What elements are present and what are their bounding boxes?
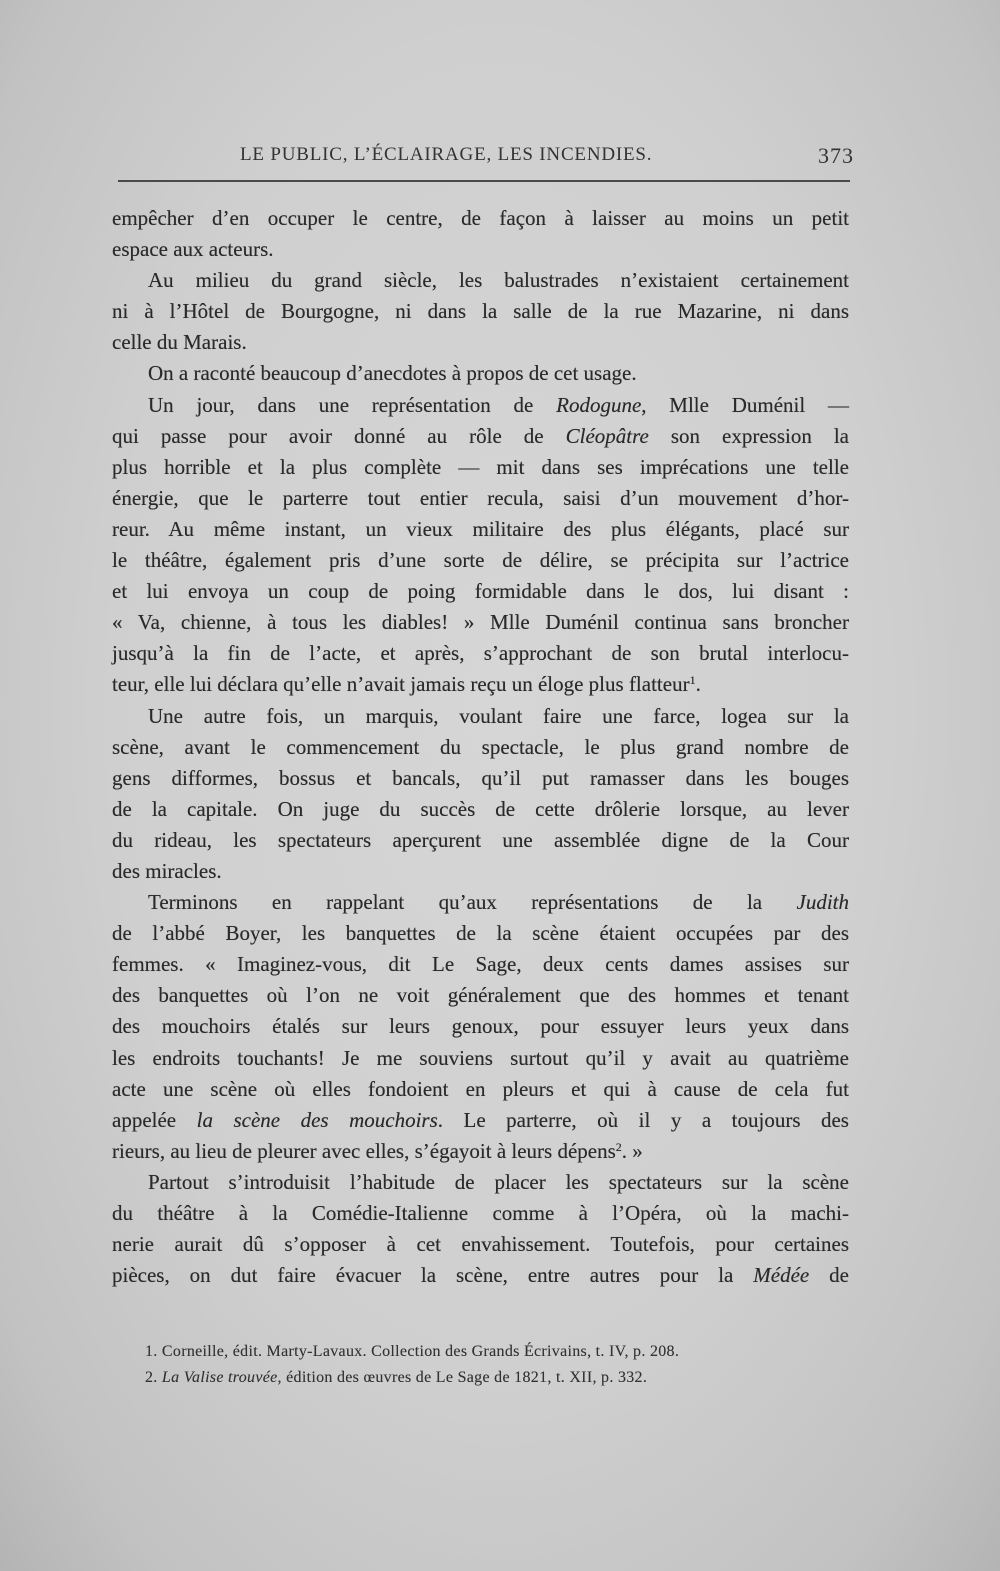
text-run: énergie, que le parterre tout entier recula, saisi d’un mouvement d’hor- bbox=[112, 485, 849, 510]
text-line bbox=[112, 887, 849, 918]
text-run: . » bbox=[621, 1138, 643, 1163]
text-run: Au milieu du grand siècle, les balustrades n’existaient certainement bbox=[148, 268, 849, 293]
text-run: gens difformes, bossus et bancals, qu’il put ramasser dans les bouges bbox=[112, 765, 849, 790]
text-line bbox=[112, 483, 849, 514]
text-line bbox=[112, 980, 849, 1011]
text-run: du rideau, les spectateurs aperçurent une assemblée digne de la Cour bbox=[112, 827, 849, 852]
text-line bbox=[112, 763, 849, 794]
text-run: scène, avant le commencement du spectacle, le plus grand nombre de bbox=[112, 734, 849, 759]
text-run: son expression la bbox=[648, 423, 849, 448]
text-run: de bbox=[809, 1263, 849, 1288]
text-line bbox=[112, 296, 849, 327]
paragraph bbox=[112, 701, 849, 888]
paragraph bbox=[112, 390, 849, 701]
text-run: appelée bbox=[112, 1107, 197, 1132]
text-run: On a raconté beaucoup d’anecdotes à propos de cet usage. bbox=[148, 361, 637, 386]
footnote-number: 1. bbox=[145, 1343, 158, 1360]
text-run: espace aux acteurs. bbox=[112, 237, 274, 262]
footnote-text: , édition des œuvres de Le Sage de 1821, t. XII, p. 332. bbox=[277, 1369, 648, 1386]
text-line bbox=[112, 856, 849, 887]
text-line bbox=[112, 265, 849, 296]
text-run: de l’abbé Boyer, les banquettes de la scène étaient occupées par des bbox=[112, 921, 849, 946]
text-line bbox=[112, 576, 849, 607]
page-number: 373 bbox=[818, 143, 854, 168]
footnote-1 bbox=[145, 1341, 679, 1363]
text-line bbox=[112, 669, 849, 700]
text-run: jusqu’à la fin de l’acte, et après, s’approchant de son brutal interlocu- bbox=[112, 641, 849, 666]
text-line bbox=[112, 701, 849, 732]
text-run: et lui envoya un coup de poing formidable dans le dos, lui disant : bbox=[112, 579, 849, 604]
text-run: teur, elle lui déclara qu’elle n’avait jamais reçu un éloge plus flatteur bbox=[112, 672, 690, 697]
text-run: , Mlle Duménil — bbox=[641, 392, 850, 417]
text-line bbox=[112, 1136, 849, 1167]
text-run: « Va, chienne, à tous les diables! » Mlle Duménil continua sans broncher bbox=[112, 610, 849, 635]
footnote-2 bbox=[145, 1367, 647, 1389]
text-line bbox=[112, 1011, 849, 1042]
text-run: rieurs, au lieu de pleurer avec elles, s’égayoit à leurs dépens bbox=[112, 1138, 616, 1163]
body-text bbox=[112, 203, 849, 1291]
text-line bbox=[112, 514, 849, 545]
text-line bbox=[112, 1229, 849, 1260]
text-run: ni à l’Hôtel de Bourgogne, ni dans la salle de la rue Mazarine, ni dans bbox=[112, 299, 849, 324]
text-run: plus horrible et la plus complète — mit dans ses imprécations une telle bbox=[112, 454, 849, 479]
text-run: femmes. « Imaginez-vous, dit Le Sage, deux cents dames assises sur bbox=[112, 952, 849, 977]
text-run: nerie aurait dû s’opposer à cet envahissement. Toutefois, pour certaines bbox=[112, 1232, 849, 1257]
text-line bbox=[112, 607, 849, 638]
italic-text: la scène des mouchoirs bbox=[196, 1107, 438, 1132]
footnote-number: 2. bbox=[145, 1369, 158, 1386]
text-run: acte une scène où elles fondoient en pleurs et qui à cause de cela fut bbox=[112, 1076, 849, 1101]
text-run: Une autre fois, un marquis, voulant faire une farce, logea sur la bbox=[148, 703, 849, 728]
text-line bbox=[112, 1105, 849, 1136]
text-run: . Le parterre, où il y a toujours des bbox=[437, 1107, 849, 1132]
text-line bbox=[112, 1198, 849, 1229]
text-line bbox=[112, 234, 849, 265]
footnote-title: La Valise trouvée bbox=[161, 1369, 278, 1386]
italic-text: Médée bbox=[753, 1263, 810, 1288]
running-title: LE PUBLIC, L’ÉCLAIRAGE, LES INCENDIES. bbox=[240, 144, 653, 165]
text-run: pièces, on dut faire évacuer la scène, entre autres pour la bbox=[112, 1263, 754, 1288]
text-line bbox=[112, 358, 849, 389]
text-line bbox=[112, 1260, 849, 1291]
footnote-text: Corneille, édit. Marty-Lavaux. Collection des Grands Écrivains, t. IV, p. 208. bbox=[161, 1343, 680, 1360]
text-run: celle du Marais. bbox=[112, 330, 247, 355]
paragraph bbox=[112, 887, 849, 1167]
text-run: les endroits touchants! Je me souviens surtout qu’il y avait au quatrième bbox=[112, 1045, 849, 1070]
text-line bbox=[112, 452, 849, 483]
text-run: des banquettes où l’on ne voit généralement que des hommes et tenant bbox=[112, 983, 849, 1008]
text-line bbox=[112, 638, 849, 669]
paragraph bbox=[112, 265, 849, 358]
text-run: qui passe pour avoir donné au rôle de bbox=[112, 423, 566, 448]
text-line bbox=[112, 1167, 849, 1198]
text-run: du théâtre à la Comédie-Italienne comme à l’Opéra, où la machi- bbox=[112, 1201, 849, 1225]
italic-text: Judith bbox=[796, 890, 849, 915]
text-line bbox=[112, 732, 849, 763]
footnote-reference: 1 bbox=[689, 673, 696, 688]
text-run: . bbox=[695, 672, 701, 697]
text-run: Partout s’introduisit l’habitude de placer les spectateurs sur la scène bbox=[148, 1169, 849, 1194]
footnote-reference: 2 bbox=[615, 1139, 622, 1154]
text-line bbox=[112, 1074, 849, 1105]
text-line bbox=[112, 203, 849, 234]
text-run: reur. Au même instant, un vieux militaire des plus élégants, placé sur bbox=[112, 516, 849, 541]
header-rule bbox=[118, 180, 850, 182]
italic-text: Rodogune bbox=[556, 392, 642, 417]
text-run: des mouchoirs étalés sur leurs genoux, pour essuyer leurs yeux dans bbox=[112, 1014, 849, 1039]
text-line bbox=[112, 825, 849, 856]
text-line bbox=[112, 545, 849, 576]
paragraph bbox=[112, 1167, 849, 1291]
text-run: des miracles. bbox=[112, 858, 222, 883]
text-line bbox=[112, 1043, 849, 1074]
text-run: de la capitale. On juge du succès de cette drôlerie lorsque, au lever bbox=[112, 796, 849, 821]
text-line bbox=[112, 421, 849, 452]
text-line bbox=[112, 390, 849, 421]
text-run: Un jour, dans une représentation de bbox=[148, 392, 557, 417]
text-run: empêcher d’en occuper le centre, de façon à laisser au moins un petit bbox=[112, 206, 849, 230]
italic-text: Cléopâtre bbox=[565, 423, 649, 448]
text-line bbox=[112, 918, 849, 949]
text-line bbox=[112, 949, 849, 980]
text-run: le théâtre, également pris d’une sorte de délire, se précipita sur l’actrice bbox=[112, 548, 849, 573]
text-line bbox=[112, 327, 849, 358]
text-line bbox=[112, 794, 849, 825]
paragraph bbox=[112, 358, 849, 389]
text-run: Terminons en rappelant qu’aux représentations de la bbox=[148, 890, 797, 915]
paragraph bbox=[112, 203, 849, 265]
